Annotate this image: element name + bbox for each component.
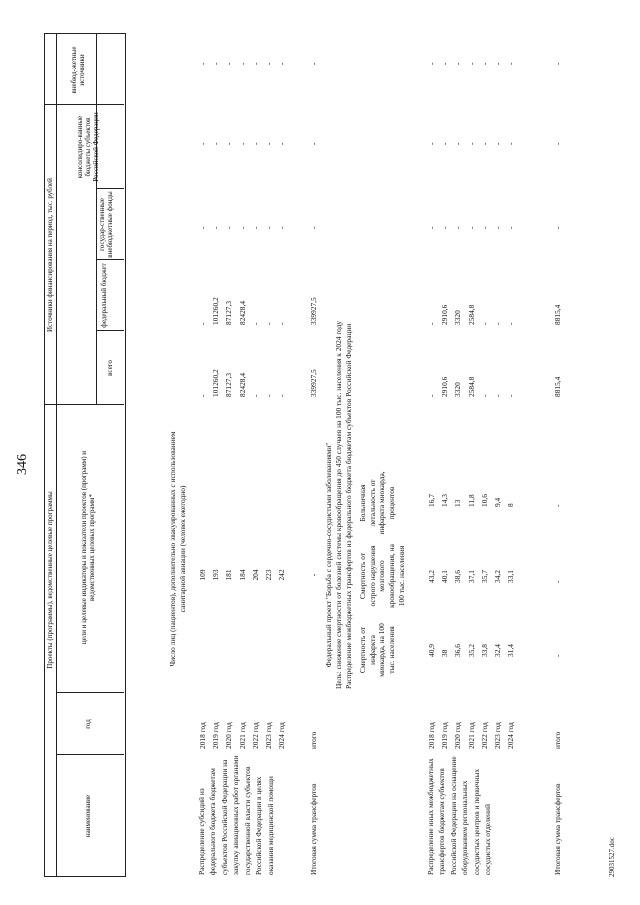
row-indicator-3: 10,6: [479, 494, 489, 507]
row-indicator-3: 16,7: [427, 494, 436, 507]
col-consolidated-header: консолидиро-ванные бюджеты субъектов Российской Федерации: [76, 112, 101, 182]
row-year: 2018 год: [427, 722, 436, 749]
row-indicator-1: 32,4: [493, 644, 502, 657]
row-total: -: [427, 394, 436, 397]
row-year: 2022 год: [479, 722, 489, 749]
row-total: 101260,2: [211, 369, 221, 397]
row-year: 2024 год: [506, 722, 516, 749]
row-consolidated: -: [440, 142, 450, 145]
row-offbudget: -: [479, 62, 489, 65]
indicator-header-2: Смертность от острого нарушения мозгового кровообращения, на 100 тыс. населения: [358, 544, 406, 608]
row-consolidated: -: [277, 142, 287, 145]
row-state-funds: -: [453, 226, 463, 229]
section2-total-federal: 8815,4: [553, 304, 562, 325]
row-indicator: 109: [198, 569, 207, 581]
row-consolidated: -: [506, 142, 516, 145]
row-consolidated: -: [493, 142, 502, 145]
row-total: 2910,6: [440, 376, 450, 397]
row-federal: 2910,6: [440, 304, 450, 325]
row-year: 2019 год: [211, 722, 221, 749]
row-indicator-2: 38,6: [453, 570, 463, 583]
col-divider: [44, 104, 124, 105]
row-state-funds: -: [427, 226, 436, 229]
row-indicator-3: 9,4: [493, 497, 502, 507]
row-offbudget: -: [237, 62, 247, 65]
footer-filename: 29031527.doc: [608, 837, 616, 877]
row-year: 2020 год: [224, 722, 234, 749]
row-consolidated: -: [427, 142, 436, 145]
row-federal: 101260,2: [211, 297, 221, 325]
row-year: 2023 год: [264, 722, 273, 749]
row-state-funds: -: [198, 226, 207, 229]
row-offbudget: -: [493, 62, 502, 65]
row-total: -: [479, 394, 489, 397]
row-consolidated: -: [264, 142, 273, 145]
section2-total-ind1: -: [553, 654, 562, 657]
row-indicator-3: 13: [453, 499, 463, 507]
row-total: -: [250, 394, 260, 397]
section2-total-sum: 8815,4: [553, 376, 562, 397]
col-divider: [44, 404, 124, 405]
row-federal: -: [198, 322, 207, 325]
col-divider: [96, 259, 124, 260]
section1-total-state-funds: -: [309, 226, 318, 229]
row-total: 87127,3: [224, 372, 234, 397]
row-federal: -: [506, 322, 516, 325]
row-year: 2022 год: [250, 722, 260, 749]
row-year: 2021 год: [466, 722, 476, 749]
row-total: -: [198, 394, 207, 397]
row-federal: 82428,4: [237, 300, 247, 325]
row-indicator: 242: [277, 569, 287, 581]
row-offbudget: -: [224, 62, 234, 65]
row-consolidated: -: [250, 142, 260, 145]
row-federal: -: [264, 322, 273, 325]
row-indicator: 223: [264, 569, 273, 581]
col-federal-header: федеральный бюджет: [100, 263, 108, 328]
row-total: 2584,8: [466, 376, 476, 397]
section1-name: Распределение субсидий из федерального бюджета бюджетам субъектов Российской Федерации на закупку авиационных работ органами государственной власти субъектов Российской Федерации в целях оказания медицинской помощи: [197, 755, 275, 875]
row-year: 2021 год: [237, 722, 247, 749]
col-year-header: год: [84, 719, 92, 729]
row-indicator-2: 40,1: [440, 570, 450, 583]
page-number: 346: [15, 454, 30, 475]
row-indicator-3: 11,8: [466, 494, 476, 507]
col-total-header: всего: [106, 360, 114, 376]
row-federal: -: [250, 322, 260, 325]
row-indicator: 193: [211, 569, 221, 581]
row-federal: 2584,8: [466, 304, 476, 325]
row-year: 2024 год: [277, 722, 287, 749]
project-title: Федеральный проект "Борьба с сердечно-сосудистыми заболеваниями": [324, 442, 333, 668]
col-divider: [56, 754, 124, 755]
row-year: 2023 год: [493, 722, 502, 749]
header-divider-sources: [96, 34, 97, 405]
row-total: 82428,4: [237, 372, 247, 397]
section1-total-label: Итоговая сумма трансфертов: [309, 783, 318, 875]
row-federal: -: [479, 322, 489, 325]
row-state-funds: -: [264, 226, 273, 229]
row-indicator-2: 33,1: [506, 570, 516, 583]
sources-title: Источники финансирования на период, тыс. рублей: [46, 178, 54, 332]
row-offbudget: -: [264, 62, 273, 65]
row-indicator-2: 34,2: [493, 570, 502, 583]
row-state-funds: -: [237, 226, 247, 229]
row-indicator: 181: [224, 569, 234, 581]
row-state-funds: -: [211, 226, 221, 229]
indicator-title: Число лиц (пациентов), дополнительно эвакуированных с использованием санитарной авиации (человек ежегодно): [168, 431, 187, 667]
col-state-funds-header: государ-ственные внебюджетные фонды: [98, 191, 115, 258]
row-offbudget: -: [211, 62, 221, 65]
row-indicator-2: 37,1: [466, 570, 476, 583]
col-offbudget-header: внебюд-жетные источники: [70, 46, 87, 94]
row-offbudget: -: [453, 62, 463, 65]
row-consolidated: -: [466, 142, 476, 145]
row-state-funds: -: [224, 226, 234, 229]
section2-total-consolidated: -: [553, 142, 562, 145]
row-consolidated: -: [198, 142, 207, 145]
row-indicator-1: 31,4: [506, 644, 516, 657]
section2-total-ind3: -: [553, 504, 562, 507]
section1-total-sum: 339927,5: [309, 369, 318, 397]
row-indicator-1: 36,6: [453, 644, 463, 657]
row-state-funds: -: [440, 226, 450, 229]
row-year: 2020 год: [453, 722, 463, 749]
row-consolidated: -: [453, 142, 463, 145]
row-federal: 87127,3: [224, 300, 234, 325]
row-consolidated: -: [479, 142, 489, 145]
row-state-funds: -: [479, 226, 489, 229]
section2-total-ind2: -: [553, 580, 562, 583]
indicator-header-3: Больничная летальность от инфаркта миокарда, процентов: [358, 471, 396, 535]
row-offbudget: -: [466, 62, 476, 65]
row-offbudget: -: [506, 62, 516, 65]
projects-title: Проекты (программы), ведомственные целевые программы: [46, 491, 54, 669]
row-consolidated: -: [211, 142, 221, 145]
project-distribution: Распределение межбюджетных трансфертов из федерального бюджета бюджетам субъектов Российской Федерации: [344, 323, 353, 689]
row-total: -: [506, 394, 516, 397]
indicator-header-1: Смертность от инфаркта миокарда, на 100 тыс. населения: [358, 623, 396, 677]
section1-total-indicator: -: [309, 573, 318, 577]
row-offbudget: -: [427, 62, 436, 65]
row-indicator-1: 35,2: [466, 644, 476, 657]
row-consolidated: -: [224, 142, 234, 145]
section2-total-label: Итоговая сумма трансфертов: [553, 783, 562, 875]
row-indicator-1: 33,8: [479, 644, 489, 657]
section1-total-consolidated: -: [309, 142, 318, 145]
project-goal: Цель: снижение смертности от болезней системы кровообращения до 450 случаев на 100 тыс. населения к 2024 году: [334, 320, 343, 689]
row-offbudget: -: [198, 62, 207, 65]
section1-total-offbudget: -: [309, 62, 318, 65]
row-indicator-3: 14,3: [440, 494, 450, 507]
row-indicator: 204: [250, 569, 260, 581]
row-consolidated: -: [237, 142, 247, 145]
row-year: 2019 год: [440, 722, 450, 749]
row-indicator-2: 35,7: [479, 570, 489, 583]
row-offbudget: -: [277, 62, 287, 65]
row-offbudget: -: [440, 62, 450, 65]
section2-name: Распределение иных межбюджетных трансфертов бюджетам субъектов Российской Федерации на оснащение оборудованием региональных сосудистых центров и первичных сосудистых отделений: [426, 756, 493, 875]
row-federal: -: [277, 322, 287, 325]
row-state-funds: -: [250, 226, 260, 229]
row-indicator-3: 8: [506, 503, 516, 507]
row-state-funds: -: [493, 226, 502, 229]
row-federal: -: [493, 322, 502, 325]
col-divider: [56, 692, 124, 693]
row-indicator: 184: [237, 569, 247, 581]
row-indicator-1: 38: [440, 649, 450, 657]
section1-total-federal: 339927,5: [309, 297, 318, 325]
row-federal: 3320: [453, 310, 463, 325]
row-total: -: [493, 394, 502, 397]
row-total: -: [277, 394, 287, 397]
row-offbudget: -: [250, 62, 260, 65]
row-total: -: [264, 394, 273, 397]
section2-total-year: итого: [553, 731, 562, 749]
row-state-funds: -: [466, 226, 476, 229]
row-year: 2018 год: [198, 722, 207, 749]
row-state-funds: -: [277, 226, 287, 229]
header-divider: [56, 34, 57, 877]
col-goals-header: цели и целевые индикаторы и показатели проектов (программ) и ведомственных целевых программ*: [80, 450, 97, 645]
section2-total-state-funds: -: [553, 226, 562, 229]
row-total: 3320: [453, 382, 463, 397]
col-divider: [96, 330, 124, 331]
section1-total-year: итого: [309, 731, 318, 749]
col-name-header: наименование: [84, 794, 92, 838]
row-federal: -: [427, 322, 436, 325]
row-state-funds: -: [506, 226, 516, 229]
col-divider: [96, 188, 124, 189]
section2-total-offbudget: -: [553, 62, 562, 65]
row-indicator-2: 43,2: [427, 570, 436, 583]
row-indicator-1: 40,9: [427, 644, 436, 657]
